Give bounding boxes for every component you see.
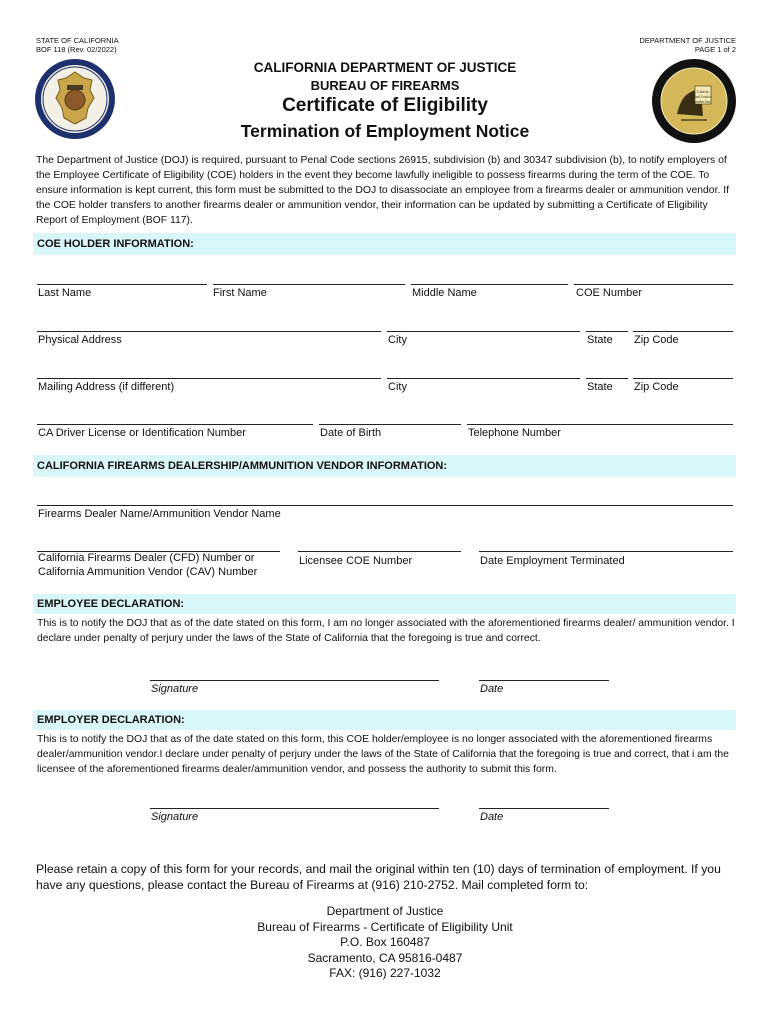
middle-name-field[interactable]	[411, 284, 568, 285]
dob-field[interactable]	[319, 424, 461, 425]
city-label: City	[388, 334, 407, 346]
first-name-label: First Name	[213, 287, 267, 299]
phone-field[interactable]	[467, 424, 733, 425]
employer-decl-text: This is to notify the DOJ that as of the date stated on this form, this COE holder/employee is no longer associated with the aforementioned firearms dealer/ammunition vendor.I declare under penalty of perjury under the laws of the State of California that the foregoing is true and correct, that i am the licensee of the aforementioned firearms dealer/ammunition vendor, and possess the authority to submit this form.	[37, 734, 729, 775]
middle-name-label: Middle Name	[412, 287, 477, 299]
form-id: BOF 118 (Rev. 02/2022)	[36, 45, 117, 54]
page-number: PAGE 1 of 2	[694, 45, 736, 54]
zip-label: Zip Code	[634, 334, 679, 346]
mailing-city-label: City	[388, 381, 407, 393]
employee-date-field[interactable]	[479, 680, 609, 681]
footer-instructions: Please retain a copy of this form for your records, and mail the original within ten (10) days of termination of employment. If you have any questions, please contact the Bureau of Firearms at (916) 210-2752. Mail completed form to:	[36, 862, 721, 892]
dob-label: Date of Birth	[320, 427, 382, 439]
licensee-coe-field[interactable]	[298, 551, 461, 552]
employer-decl-header: EMPLOYER DECLARATION:	[33, 710, 736, 730]
licensee-coe-label: Licensee COE Number	[299, 555, 413, 567]
dealer-name-label: Firearms Dealer Name/Ammunition Vendor Name	[38, 508, 281, 520]
svg-text:under law: under law	[695, 99, 711, 104]
dealer-section-header: CALIFORNIA FIREARMS DEALERSHIP/AMMUNITION VENDOR INFORMATION:	[33, 455, 736, 477]
state-label: STATE OF CALIFORNIA	[36, 36, 119, 45]
page-subtitle: Termination of Employment Notice	[240, 121, 530, 141]
mailing-zip-field[interactable]	[633, 378, 733, 379]
license-field[interactable]	[37, 424, 313, 425]
fax-line: FAX: (916) 227-1032	[329, 966, 441, 980]
state-label-field: State	[587, 334, 613, 346]
employer-signature-label: Signature	[151, 811, 199, 823]
svg-text:and Justice: and Justice	[694, 94, 712, 99]
physical-address-field[interactable]	[37, 331, 381, 332]
physical-address-label: Physical Address	[38, 334, 122, 346]
dept-label: DEPARTMENT OF JUSTICE	[639, 36, 736, 45]
employer-date-field[interactable]	[479, 808, 609, 809]
employer-date-label: Date	[480, 811, 504, 823]
address-line-1: Department of Justice	[326, 904, 444, 918]
employee-signature-label: Signature	[151, 683, 199, 695]
mailing-state-label: State	[587, 381, 613, 393]
zip-field[interactable]	[633, 331, 733, 332]
date-terminated-field[interactable]	[479, 551, 733, 552]
employee-date-label: Date	[480, 683, 504, 695]
first-name-field[interactable]	[213, 284, 405, 285]
page-title: Certificate of Eligibility	[282, 95, 488, 116]
mailing-address-field[interactable]	[37, 378, 381, 379]
mailing-state-field[interactable]	[586, 378, 628, 379]
mailing-zip-label: Zip Code	[634, 381, 679, 393]
coe-number-label: COE Number	[576, 287, 643, 299]
state-field[interactable]	[586, 331, 628, 332]
coe-section-header: COE HOLDER INFORMATION:	[33, 233, 736, 255]
cfd-label-line2: California Ammunition Vendor (CAV) Number	[38, 566, 258, 578]
date-terminated-label: Date Employment Terminated	[480, 555, 625, 567]
mailing-address-label: Mailing Address (if different)	[38, 381, 175, 393]
address-line-4: Sacramento, CA 95816-0487	[307, 950, 463, 965]
intro-paragraph: The Department of Justice (DOJ) is required, pursuant to Penal Code sections 26915, subdivision (b) and 30347 subdivision (b), to notify employers of the Employee Certificate of Eligibility (COE) holders in the event they become lawfully ineligible to possess firearms during the term of the COE. To ensure information is kept current, this form must be submitted to the DOJ to disassociate an employee from a firearms dealer or ammunition vendor. If the COE holder transfers to another firearms dealer or ammunition vendor, their information can be updated by submitting a Certificate of Eligibility Report of Employment (BOF 117).	[36, 155, 730, 226]
employer-signature-field[interactable]	[150, 808, 439, 809]
employee-signature-field[interactable]	[150, 680, 439, 681]
address-line-3: P.O. Box 160487	[340, 935, 430, 949]
dealer-name-field[interactable]	[37, 505, 733, 506]
city-field[interactable]	[387, 331, 580, 332]
mailing-address-block	[0, 904, 770, 982]
employee-decl-header: EMPLOYEE DECLARATION:	[33, 594, 736, 614]
employee-decl-text: This is to notify the DOJ that as of the date stated on this form, I am no longer associated with the aforementioned firearms dealer/ ammunition vendor. I declare under penalty of perjury under the laws of the State of California that the foregoing is true and correct.	[37, 618, 735, 644]
mailing-city-field[interactable]	[387, 378, 580, 379]
agency-title: CALIFORNIA DEPARTMENT OF JUSTICE	[253, 60, 517, 75]
last-name-field[interactable]	[37, 284, 207, 285]
last-name-label: Last Name	[38, 287, 92, 299]
license-label: CA Driver License or Identification Number	[38, 427, 246, 439]
cfd-label-line1: California Firearms Dealer (CFD) Number or	[38, 552, 255, 564]
coe-number-field[interactable]	[574, 284, 733, 285]
address-line-2: Bureau of Firearms - Certificate of Eligibility Unit	[257, 919, 513, 934]
seal-liberty-text: Liberty	[697, 89, 709, 94]
bureau-title: BUREAU OF FIREARMS	[310, 78, 460, 93]
phone-label: Telephone Number	[468, 427, 561, 439]
